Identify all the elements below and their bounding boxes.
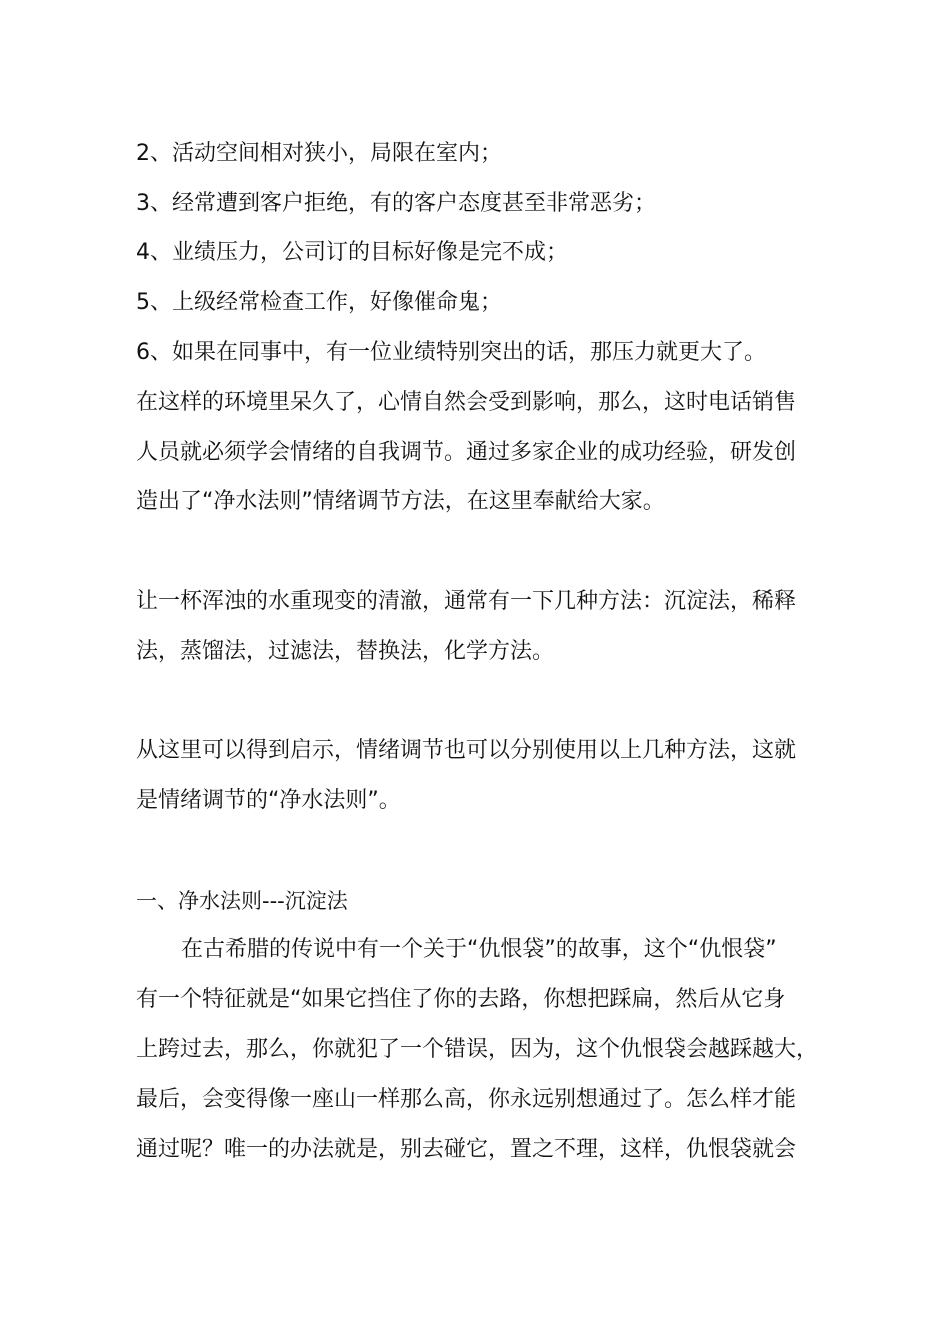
list-item: 5、上级经常检查工作，好像催命鬼； — [136, 290, 502, 315]
list-item: 2、活动空间相对狭小，局限在室内； — [136, 141, 502, 166]
list-item: 6、如果在同事中，有一位业绩特别突出的话，那压力就更大了。 — [136, 340, 766, 365]
list-item: 4、业绩压力，公司订的目标好像是完不成； — [136, 240, 568, 265]
paragraph-line: 法，蒸馏法，过滤法，替换法，化学方法。 — [136, 639, 555, 664]
paragraph-line: 上跨过去，那么，你就犯了一个错误，因为，这个仇恨袋会越踩越大， — [136, 1037, 819, 1062]
paragraph-line: 在古希腊的传说中有一个关于“仇恨袋”的故事，这个“仇恨袋” — [181, 937, 777, 962]
paragraph-line: 是情绪调节的“净水法则”。 — [136, 788, 401, 813]
paragraph-line: 造出了“净水法则”情绪调节方法，在这里奉献给大家。 — [136, 489, 665, 514]
paragraph-line: 最后，会变得像一座山一样那么高，你永远别想通过了。怎么样才能 — [136, 1087, 797, 1112]
list-item: 3、经常遭到客户拒绝，有的客户态度甚至非常恶劣； — [136, 191, 656, 216]
paragraph-line: 有一个特征就是“如果它挡住了你的去路，你想把踩扁，然后从它身 — [136, 987, 786, 1012]
paragraph-line: 人员就必须学会情绪的自我调节。通过多家企业的成功经验，研发创 — [136, 440, 797, 465]
section-heading: 一、净水法则---沉淀法 — [136, 889, 348, 913]
paragraph-line: 在这样的环境里呆久了，心情自然会受到影响，那么，这时电话销售 — [136, 390, 797, 415]
paragraph-line: 通过呢？唯一的办法就是，别去碰它，置之不理，这样，仇恨袋就会 — [136, 1137, 797, 1162]
paragraph-line: 从这里可以得到启示，情绪调节也可以分别使用以上几种方法，这就 — [136, 738, 797, 763]
paragraph-line: 让一杯浑浊的水重现变的清澈，通常有一下几种方法：沉淀法，稀释 — [136, 589, 797, 614]
